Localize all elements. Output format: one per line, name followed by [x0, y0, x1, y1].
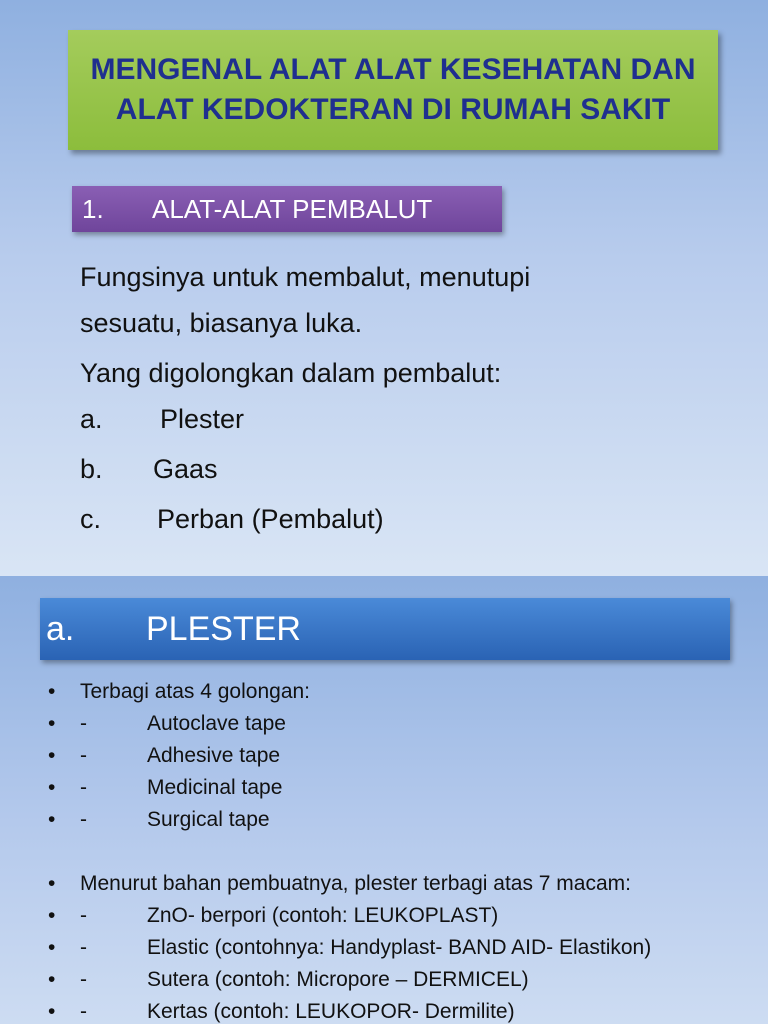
- bullet: •: [48, 968, 56, 991]
- bullet: •: [48, 936, 56, 959]
- slide-2: [0, 576, 768, 1024]
- paragraph-line-1: Fungsinya untuk membalut, menutupi: [80, 262, 531, 292]
- list-item-text: Elastic (contohnya: Handyplast- BAND AID- Elastikon): [147, 936, 652, 959]
- list-item-text: Adhesive tape: [147, 744, 281, 767]
- list-item-text: Perban (Pembalut): [157, 504, 384, 534]
- list-item-text: Gaas: [153, 454, 218, 484]
- list-item: [80, 454, 480, 488]
- bullet: •: [48, 904, 56, 927]
- dash: -: [80, 776, 87, 799]
- dash: -: [80, 744, 87, 767]
- group-intro: Menurut bahan pembuatnya, plester terbagi atas 7 macam:: [80, 872, 631, 895]
- heading-label: PLESTER: [146, 610, 301, 648]
- bullet: •: [48, 872, 56, 895]
- dash: -: [80, 712, 87, 735]
- list-item-text: ZnO- berpori (contoh: LEUKOPLAST): [147, 904, 499, 927]
- section-label: ALAT-ALAT PEMBALUT: [152, 193, 433, 224]
- list-marker: a.: [80, 404, 103, 434]
- heading-marker: a.: [46, 610, 75, 648]
- dash: -: [80, 936, 87, 959]
- list-item: [80, 404, 480, 438]
- bullet: •: [48, 744, 56, 767]
- plester-heading-banner: [40, 598, 730, 660]
- list-item-text: Surgical tape: [147, 808, 270, 831]
- list-item: [80, 504, 480, 538]
- dash: -: [80, 808, 87, 831]
- section-header: [72, 186, 502, 232]
- slide-title: MENGENAL ALAT ALAT KESEHATAN DAN ALAT KEDOKTERAN DI RUMAH SAKIT: [90, 53, 696, 126]
- group-intro: Terbagi atas 4 golongan:: [80, 680, 311, 703]
- list-item-text: Medicinal tape: [147, 776, 283, 799]
- bullet: •: [48, 776, 56, 799]
- list-marker: c.: [80, 504, 102, 534]
- title-banner: [68, 30, 718, 150]
- list-intro: Yang digolongkan dalam pembalut:: [80, 358, 502, 388]
- dash: -: [80, 1000, 87, 1023]
- paragraph-line-2: sesuatu, biasanya luka.: [80, 308, 363, 338]
- list-item-text: Plester: [160, 404, 245, 434]
- bullet: •: [48, 808, 56, 831]
- bullet: •: [48, 680, 56, 703]
- list-item-text: Kertas (contoh: LEUKOPOR- Dermilite): [147, 1000, 515, 1023]
- dash: -: [80, 904, 87, 927]
- list-item-text: Sutera (contoh: Micropore – DERMICEL): [147, 968, 529, 991]
- bullet: •: [48, 712, 56, 735]
- bullet: •: [48, 1000, 56, 1023]
- list-item-text: Autoclave tape: [147, 712, 286, 735]
- section-number: 1.: [82, 193, 104, 224]
- dash: -: [80, 968, 87, 991]
- list-marker: b.: [80, 454, 103, 484]
